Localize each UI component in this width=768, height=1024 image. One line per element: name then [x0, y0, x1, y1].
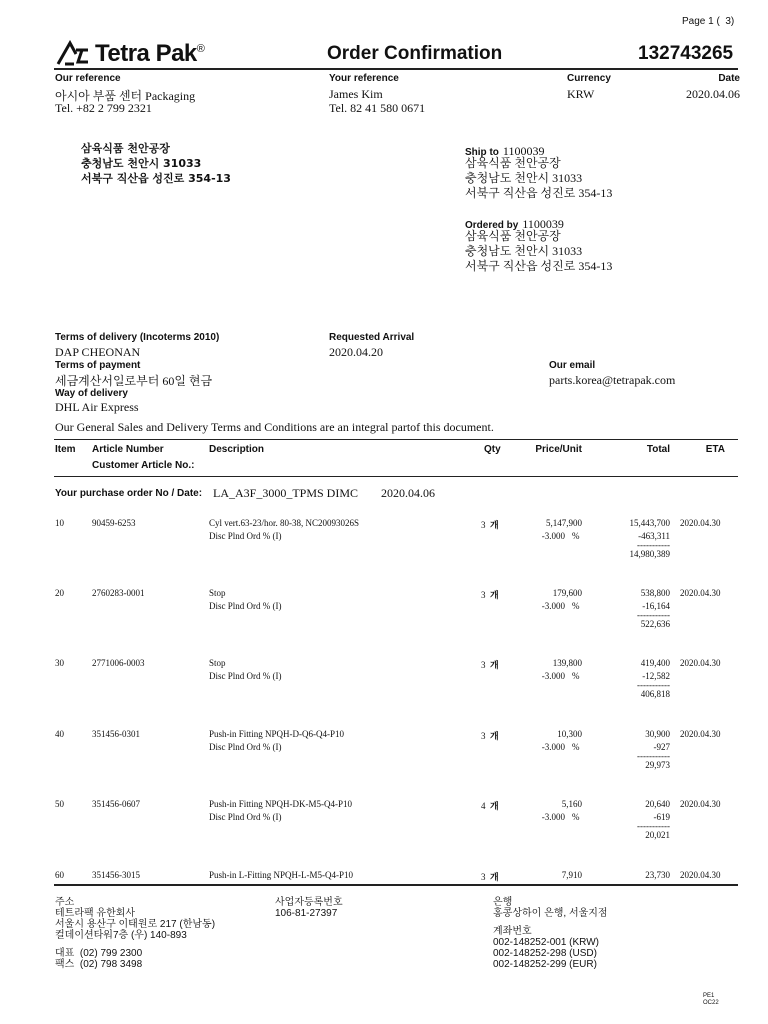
row-price: 5,160 — [561, 799, 582, 809]
date-label: Date — [718, 73, 740, 84]
row-discount-label: Disc Plnd Ord % (I) — [209, 742, 282, 752]
address-line: 서북구 직산읍 성진로 354-13 — [81, 172, 231, 185]
row-qty-value: 3 — [481, 731, 486, 741]
row-total: 15,443,700 — [629, 518, 670, 528]
account-label: 계좌번호 — [493, 926, 532, 937]
row-article: 351456-0301 — [92, 729, 140, 739]
row-unit: 개 — [490, 873, 499, 883]
row-unit: 개 — [490, 732, 499, 742]
row-item: 20 — [55, 588, 64, 598]
page-total: 3) — [725, 16, 735, 27]
row-subtotal-dashes: ----------- — [637, 540, 670, 550]
fax-label: 팩스 — [55, 959, 75, 970]
row-price: 139,800 — [552, 658, 582, 668]
footer-address — [55, 897, 215, 970]
row-discount-pct: -3.000 — [541, 531, 565, 541]
logo-registered-mark: ® — [196, 43, 205, 55]
row-price: 5,147,900 — [546, 518, 582, 528]
order-number: 132743265 — [638, 43, 734, 64]
col-item: Item — [55, 444, 76, 455]
way-of-delivery-value: DHL Air Express — [55, 400, 139, 414]
ordered-by-code: 1100039 — [522, 217, 564, 231]
your-reference-value: James Kim — [329, 87, 383, 101]
col-description: Description — [209, 444, 265, 455]
biz-number: 106-81-27397 — [275, 908, 338, 919]
col-total: Total — [646, 444, 670, 455]
table-top-rule — [54, 439, 738, 440]
ordered-by-line: 삼육식품 천안공장 — [465, 229, 561, 243]
footer-fax — [55, 959, 215, 970]
table-header-rule — [54, 476, 738, 477]
row-net-total: 20,021 — [645, 830, 670, 840]
conditions-note: Our General Sales and Delivery Terms and Conditions are an integral partof this document. — [55, 420, 494, 434]
ship-to-line: 충청남도 천안시 31033 — [465, 171, 583, 185]
terms-of-payment-value: 세금계산서일로부터 60일 현금 — [55, 374, 213, 388]
footer-rule — [54, 884, 738, 886]
address-line: 삼육식품 천안공장 — [81, 142, 170, 155]
row-total: 20,640 — [645, 799, 670, 809]
footer-addr2: 컬데이션타워7층 (우) 140-893 — [55, 930, 187, 941]
row-pct-sign: % — [572, 531, 580, 541]
row-discount-pct: -3.000 — [541, 601, 565, 611]
logo-text: Tetra Pak — [95, 40, 197, 67]
ordered-by-line: 서북구 직산읍 성진로 354-13 — [465, 259, 613, 273]
our-email-label: Our email — [549, 360, 596, 371]
row-description: Stop — [209, 658, 226, 668]
header-rule — [54, 68, 738, 70]
row-eta: 2020.04.30 — [680, 658, 721, 668]
footer-company: 테트라팩 유한회사 — [55, 908, 136, 919]
row-item: 60 — [55, 870, 64, 880]
our-email-value: parts.korea@tetrapak.com — [549, 373, 676, 387]
row-subtotal-dashes: ----------- — [637, 751, 670, 761]
your-tel: Tel. 82 41 580 0671 — [329, 101, 426, 115]
ship-to-code: 1100039 — [502, 144, 545, 158]
row-total: 30,900 — [645, 729, 670, 739]
row-net-total: 522,636 — [640, 619, 670, 629]
row-qty — [481, 729, 499, 742]
footer-rep — [55, 948, 215, 959]
row-unit: 개 — [490, 521, 499, 531]
row-discount-pct: -3.000 — [541, 812, 565, 822]
ordered-by-label: Ordered by — [465, 220, 519, 231]
bank-name: 홍콩상하이 은행, 서울지점 — [493, 908, 608, 919]
row-item: 50 — [55, 799, 64, 809]
row-subtotal-dashes: ----------- — [637, 821, 670, 831]
currency-value: KRW — [567, 87, 595, 101]
row-article: 351456-0607 — [92, 799, 140, 809]
account-line: 002-148252-299 (EUR) — [493, 959, 597, 970]
row-pct-sign: % — [572, 671, 580, 681]
ordered-by-line: 충청남도 천안시 31033 — [465, 244, 583, 258]
row-description: Push-in Fitting NPQH-DK-M5-Q4-P10 — [209, 799, 353, 809]
tetra-pak-triangle-icon — [56, 40, 92, 66]
tetra-pak-logo — [56, 40, 92, 66]
footer-addr1: 서울시 용산구 이태원로 217 (한남동) — [55, 919, 216, 930]
requested-arrival-label: Requested Arrival — [329, 332, 415, 343]
form-code-1: PE1 — [703, 993, 715, 999]
terms-of-payment-label: Terms of payment — [55, 360, 141, 371]
row-qty-value: 3 — [481, 660, 486, 670]
footer-bank — [493, 897, 608, 970]
row-eta: 2020.04.30 — [680, 729, 721, 739]
row-qty — [481, 799, 499, 812]
rep-tel: (02) 799 2300 — [79, 948, 143, 959]
row-article: 90459-6253 — [92, 518, 136, 528]
row-article: 2760283-0001 — [92, 588, 145, 598]
account-line: 002-148252-298 (USD) — [493, 948, 597, 959]
ordered-by-address — [465, 229, 612, 274]
row-price: 179,600 — [552, 588, 582, 598]
row-total: 419,400 — [640, 658, 670, 668]
row-eta: 2020.04.30 — [680, 799, 721, 809]
address-line: 충청남도 천안시 31033 — [81, 157, 202, 170]
row-description: Stop — [209, 588, 226, 598]
form-code-2: OC22 — [703, 1000, 719, 1006]
row-article: 351456-3015 — [92, 870, 140, 880]
way-of-delivery-label: Way of delivery — [55, 388, 128, 399]
row-description: Push-in Fitting NPQH-D-Q6-Q4-P10 — [209, 729, 345, 739]
page-indicator — [682, 16, 734, 27]
date-value: 2020.04.06 — [686, 87, 740, 101]
ship-to-label: Ship to — [465, 147, 499, 158]
terms-of-delivery-value: DAP CHEONAN — [55, 345, 141, 359]
col-customer-article: Customer Article No.: — [92, 460, 195, 471]
footer-business — [275, 897, 343, 919]
form-codes — [703, 993, 719, 1007]
requested-arrival-value: 2020.04.20 — [329, 345, 383, 359]
footer-address-label: 주소 — [55, 897, 75, 908]
row-subtotal-dashes: ----------- — [637, 680, 670, 690]
po-number: LA_A3F_3000_TPMS DIMC — [213, 486, 359, 500]
ship-to-address — [465, 156, 612, 201]
row-article: 2771006-0003 — [92, 658, 145, 668]
row-discount-label: Disc Plnd Ord % (I) — [209, 531, 282, 541]
row-item: 40 — [55, 729, 64, 739]
row-discount-pct: -3.000 — [541, 742, 565, 752]
row-qty-value: 3 — [481, 520, 486, 530]
row-qty — [481, 658, 499, 671]
col-article-number: Article Number — [92, 444, 164, 455]
row-unit: 개 — [490, 661, 499, 671]
col-eta: ETA — [705, 444, 725, 455]
ship-to-line: 삼육식품 천안공장 — [465, 156, 561, 170]
bank-label: 은행 — [493, 897, 513, 908]
row-unit: 개 — [490, 591, 499, 601]
row-item: 30 — [55, 658, 64, 668]
our-reference-label: Our reference — [55, 73, 121, 84]
document-title: Order Confirmation — [327, 43, 503, 64]
row-subtotal-dashes: ----------- — [637, 610, 670, 620]
logo-wordmark — [95, 40, 204, 68]
rep-label: 대표 — [55, 948, 75, 959]
row-qty-value: 3 — [481, 590, 486, 600]
fax-tel: (02) 798 3498 — [79, 959, 143, 970]
our-tel: Tel. +82 2 799 2321 — [55, 101, 152, 115]
account-line: 002-148252-001 (KRW) — [493, 937, 599, 948]
col-price-unit: Price/Unit — [535, 444, 582, 455]
row-qty-value: 4 — [481, 801, 486, 811]
row-net-total: 406,818 — [640, 689, 670, 699]
row-discount-amount: -463,311 — [638, 531, 670, 541]
row-qty — [481, 588, 499, 601]
row-item: 10 — [55, 518, 64, 528]
your-reference-label: Your reference — [329, 73, 399, 84]
row-discount-label: Disc Plnd Ord % (I) — [209, 671, 282, 681]
row-eta: 2020.04.30 — [680, 588, 721, 598]
row-eta: 2020.04.30 — [680, 870, 721, 880]
row-description: Cyl vert.63-23/hor. 80-38, NC20093026S — [209, 518, 359, 528]
page-label: Page 1 ( — [682, 16, 720, 27]
row-net-total: 29,973 — [645, 760, 670, 770]
po-date: 2020.04.06 — [381, 486, 435, 500]
currency-label: Currency — [567, 73, 611, 84]
row-eta: 2020.04.30 — [680, 518, 721, 528]
row-pct-sign: % — [572, 601, 580, 611]
recipient-address — [81, 141, 231, 186]
row-pct-sign: % — [572, 742, 580, 752]
row-total: 23,730 — [645, 870, 670, 880]
row-net-total: 14,980,389 — [629, 549, 670, 559]
row-discount-label: Disc Plnd Ord % (I) — [209, 601, 282, 611]
row-price: 10,300 — [557, 729, 582, 739]
po-label: Your purchase order No / Date: — [55, 488, 203, 499]
col-qty: Qty — [484, 444, 501, 455]
biz-label: 사업자등록번호 — [275, 897, 343, 908]
row-discount-amount: -927 — [653, 742, 670, 752]
ship-to-line: 서북구 직산읍 성진로 354-13 — [465, 186, 613, 200]
row-description: Push-in L-Fitting NPQH-L-M5-Q4-P10 — [209, 870, 354, 880]
row-discount-amount: -619 — [653, 812, 670, 822]
row-qty — [481, 518, 499, 531]
terms-of-delivery-label: Terms of delivery (Incoterms 2010) — [55, 332, 220, 343]
row-discount-label: Disc Plnd Ord % (I) — [209, 812, 282, 822]
row-discount-amount: -16,164 — [642, 601, 670, 611]
row-total: 538,800 — [640, 588, 670, 598]
our-reference-value: 아시아 부품 센터 Packaging — [55, 89, 196, 103]
row-unit: 개 — [490, 802, 499, 812]
row-qty — [481, 870, 499, 883]
row-discount-pct: -3.000 — [541, 671, 565, 681]
row-qty-value: 3 — [481, 872, 486, 882]
row-pct-sign: % — [572, 812, 580, 822]
row-discount-amount: -12,582 — [642, 671, 670, 681]
row-price: 7,910 — [561, 870, 582, 880]
